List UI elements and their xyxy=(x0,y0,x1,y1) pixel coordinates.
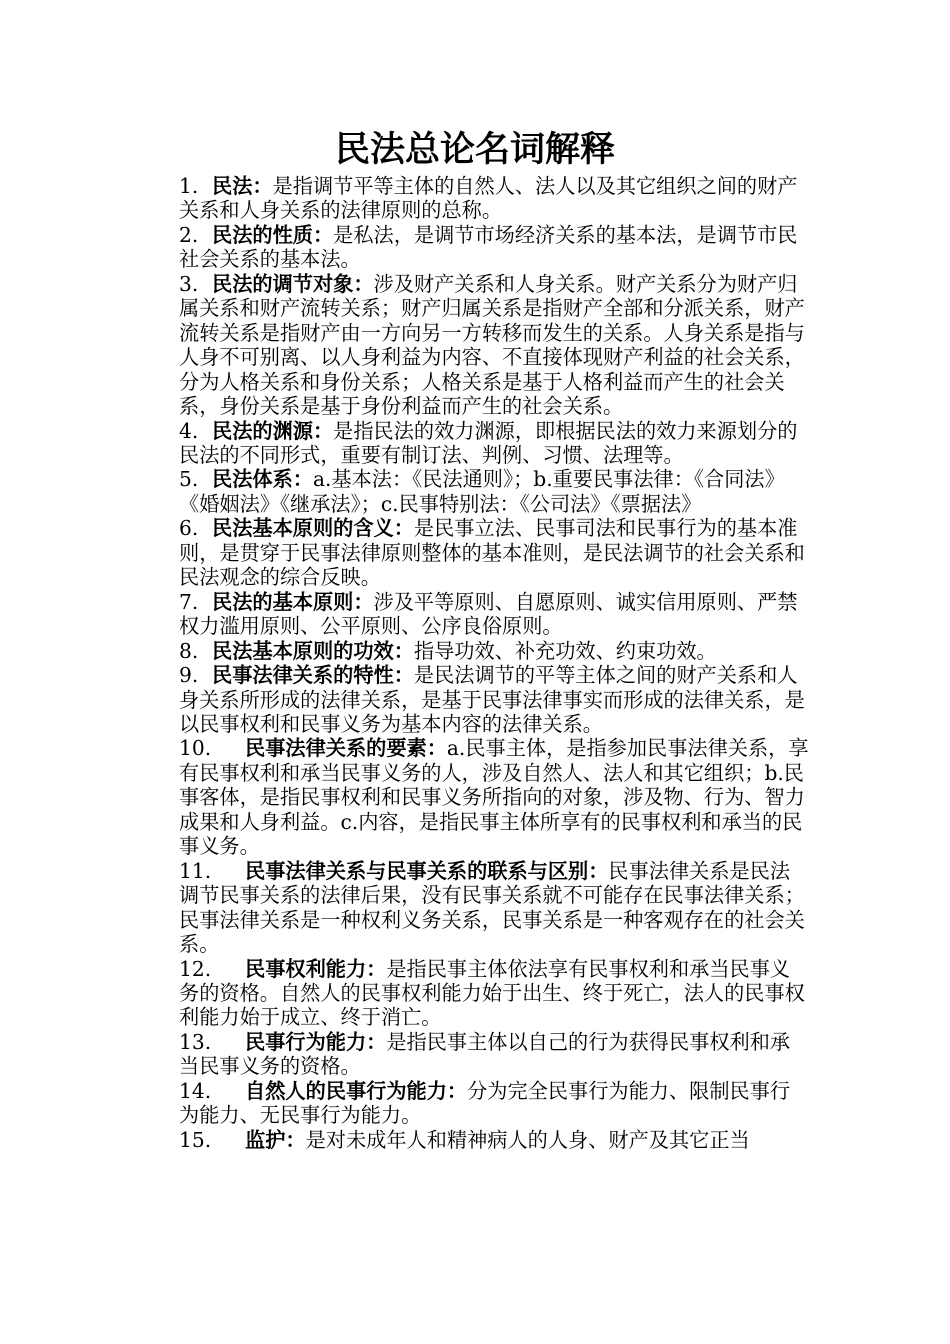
entry-definition: 涉及平等原则、自愿原则、诚实信用原则、严禁权力滥用原则、公平原则、公序良俗原则。 xyxy=(179,589,798,639)
term-entry xyxy=(179,663,809,736)
term-entry xyxy=(179,1079,809,1128)
entry-definition: 指导功效、补充功效、约束功效。 xyxy=(413,638,717,663)
entry-definition: 是指民事主体依法享有民事权利和承当民事义务的资格。自然人的民事权利能力始于出生、终于死亡，法人的民事权利能力始于成立、终于消亡。 xyxy=(179,956,805,1030)
term-entry xyxy=(179,639,809,663)
entry-definition: 涉及财产关系和人身关系。财产关系分为财产归属关系和财产流转关系；财产归属关系是指财产全部和分派关系，财产流转关系是指财产由一方向另一方转移而发生的关系。人身关系是指与人身不可别离、以人身利益为内容、不直接体现财产利益的社会关系，分为人格关系和身份关系；人格关系是基于人格利益而产生的社会关系，身份关系是基于身份利益而产生的社会关系。 xyxy=(179,271,805,419)
entry-number: 6. xyxy=(179,516,199,541)
entry-number: 3. xyxy=(179,271,199,296)
entry-term: 自然人的民事行为能力： xyxy=(245,1078,468,1103)
entry-number: 5. xyxy=(179,467,199,492)
term-entry xyxy=(179,467,809,516)
entry-term: 民法的调节对象： xyxy=(212,271,374,296)
entry-definition: 分为完全民事行为能力、限制民事行为能力、无民事行为能力。 xyxy=(179,1078,791,1128)
term-entry xyxy=(179,223,809,272)
entry-term: 民事行为能力： xyxy=(245,1029,387,1054)
entry-number: 14. xyxy=(179,1078,212,1103)
entry-term: 民法： xyxy=(212,174,273,198)
entry-definition: 是对未成年人和精神病人的人身、财产及其它正当 xyxy=(305,1127,750,1152)
entry-term: 民事法律关系的要素： xyxy=(245,736,447,761)
term-entry xyxy=(179,957,809,1030)
entry-definition: a.基本法：《民法通则》；b.重要民事法律：《合同法》《婚姻法》《继承法》；c.民事特别法：《公司法》《票据法》 xyxy=(179,467,785,516)
term-entry xyxy=(179,590,809,639)
entry-number: 7. xyxy=(179,589,199,614)
entry-term: 民法基本原则的功效： xyxy=(212,638,414,663)
entry-number: 15. xyxy=(179,1127,212,1152)
entry-term: 民事法律关系与民事关系的联系与区别： xyxy=(245,858,609,883)
term-entry xyxy=(179,736,809,858)
entry-term: 民事权利能力： xyxy=(245,956,387,981)
entry-number: 11. xyxy=(179,858,212,883)
entry-term: 民事法律关系的特性： xyxy=(212,663,414,688)
term-entry xyxy=(179,859,809,957)
entry-term: 民法体系： xyxy=(212,467,313,492)
entry-number: 13. xyxy=(179,1029,212,1054)
entry-definition: 是指民法的效力渊源，即根据民法的效力来源划分的民法的不同形式，重要有制订法、判例、习惯、法理等。 xyxy=(179,418,798,467)
entry-number: 9. xyxy=(179,663,199,688)
term-entry xyxy=(179,1128,809,1152)
entry-definition: 是民法调节的平等主体之间的财产关系和人身关系所形成的法律关系，是基于民事法律事实而形成的法律关系，是以民事权利和民事义务为基本内容的法律关系。 xyxy=(179,663,805,736)
term-entry xyxy=(179,174,809,223)
entry-definition: a.民事主体，是指参加民事法律关系，享有民事权利和承当民事义务的人，涉及自然人、法人和其它组织；b.民事客体，是指民事权利和民事义务所指向的对象，涉及物、行为、智力成果和人身利益。c.内容，是指民事主体所享有的民事权利和承当的民事义务。 xyxy=(179,736,809,859)
entry-term: 民法的基本原则： xyxy=(212,589,374,614)
entry-number: 1. xyxy=(179,174,199,198)
entry-definition: 是私法，是调节市场经济关系的基本法，是调节市民社会关系的基本法。 xyxy=(179,222,798,272)
entry-term: 民法的性质： xyxy=(212,222,334,247)
term-entry xyxy=(179,1030,809,1079)
term-entry xyxy=(179,272,809,419)
term-entry xyxy=(179,419,809,468)
entry-definition: 民事法律关系是民法调节民事关系的法律后果，没有民事关系就不可能存在民事法律关系；民事法律关系是一种权利义务关系，民事关系是一种客观存在的社会关系。 xyxy=(179,858,805,957)
entry-number: 2. xyxy=(179,222,199,247)
document-title: 民法总论名词解释 xyxy=(334,130,615,170)
entry-term: 监护： xyxy=(245,1127,306,1152)
term-entry xyxy=(179,516,809,589)
entry-definition: 是民事立法、民事司法和民事行为的基本准则，是贯穿于民事法律原则整体的基本准则，是民法调节的社会关系和民法观念的综合反映。 xyxy=(179,516,805,590)
entry-number: 10. xyxy=(179,736,212,761)
term-list xyxy=(179,174,809,1152)
entry-definition: 是指民事主体以自己的行为获得民事权利和承当民事义务的资格。 xyxy=(179,1029,791,1079)
entry-term: 民法的渊源： xyxy=(212,418,334,443)
entry-number: 8. xyxy=(179,638,199,663)
entry-number: 12. xyxy=(179,956,212,981)
entry-number: 4. xyxy=(179,418,199,443)
entry-term: 民法基本原则的含义： xyxy=(212,516,414,541)
entry-definition: 是指调节平等主体的自然人、法人以及其它组织之间的财产关系和人身关系的法律原则的总称。 xyxy=(179,174,798,223)
